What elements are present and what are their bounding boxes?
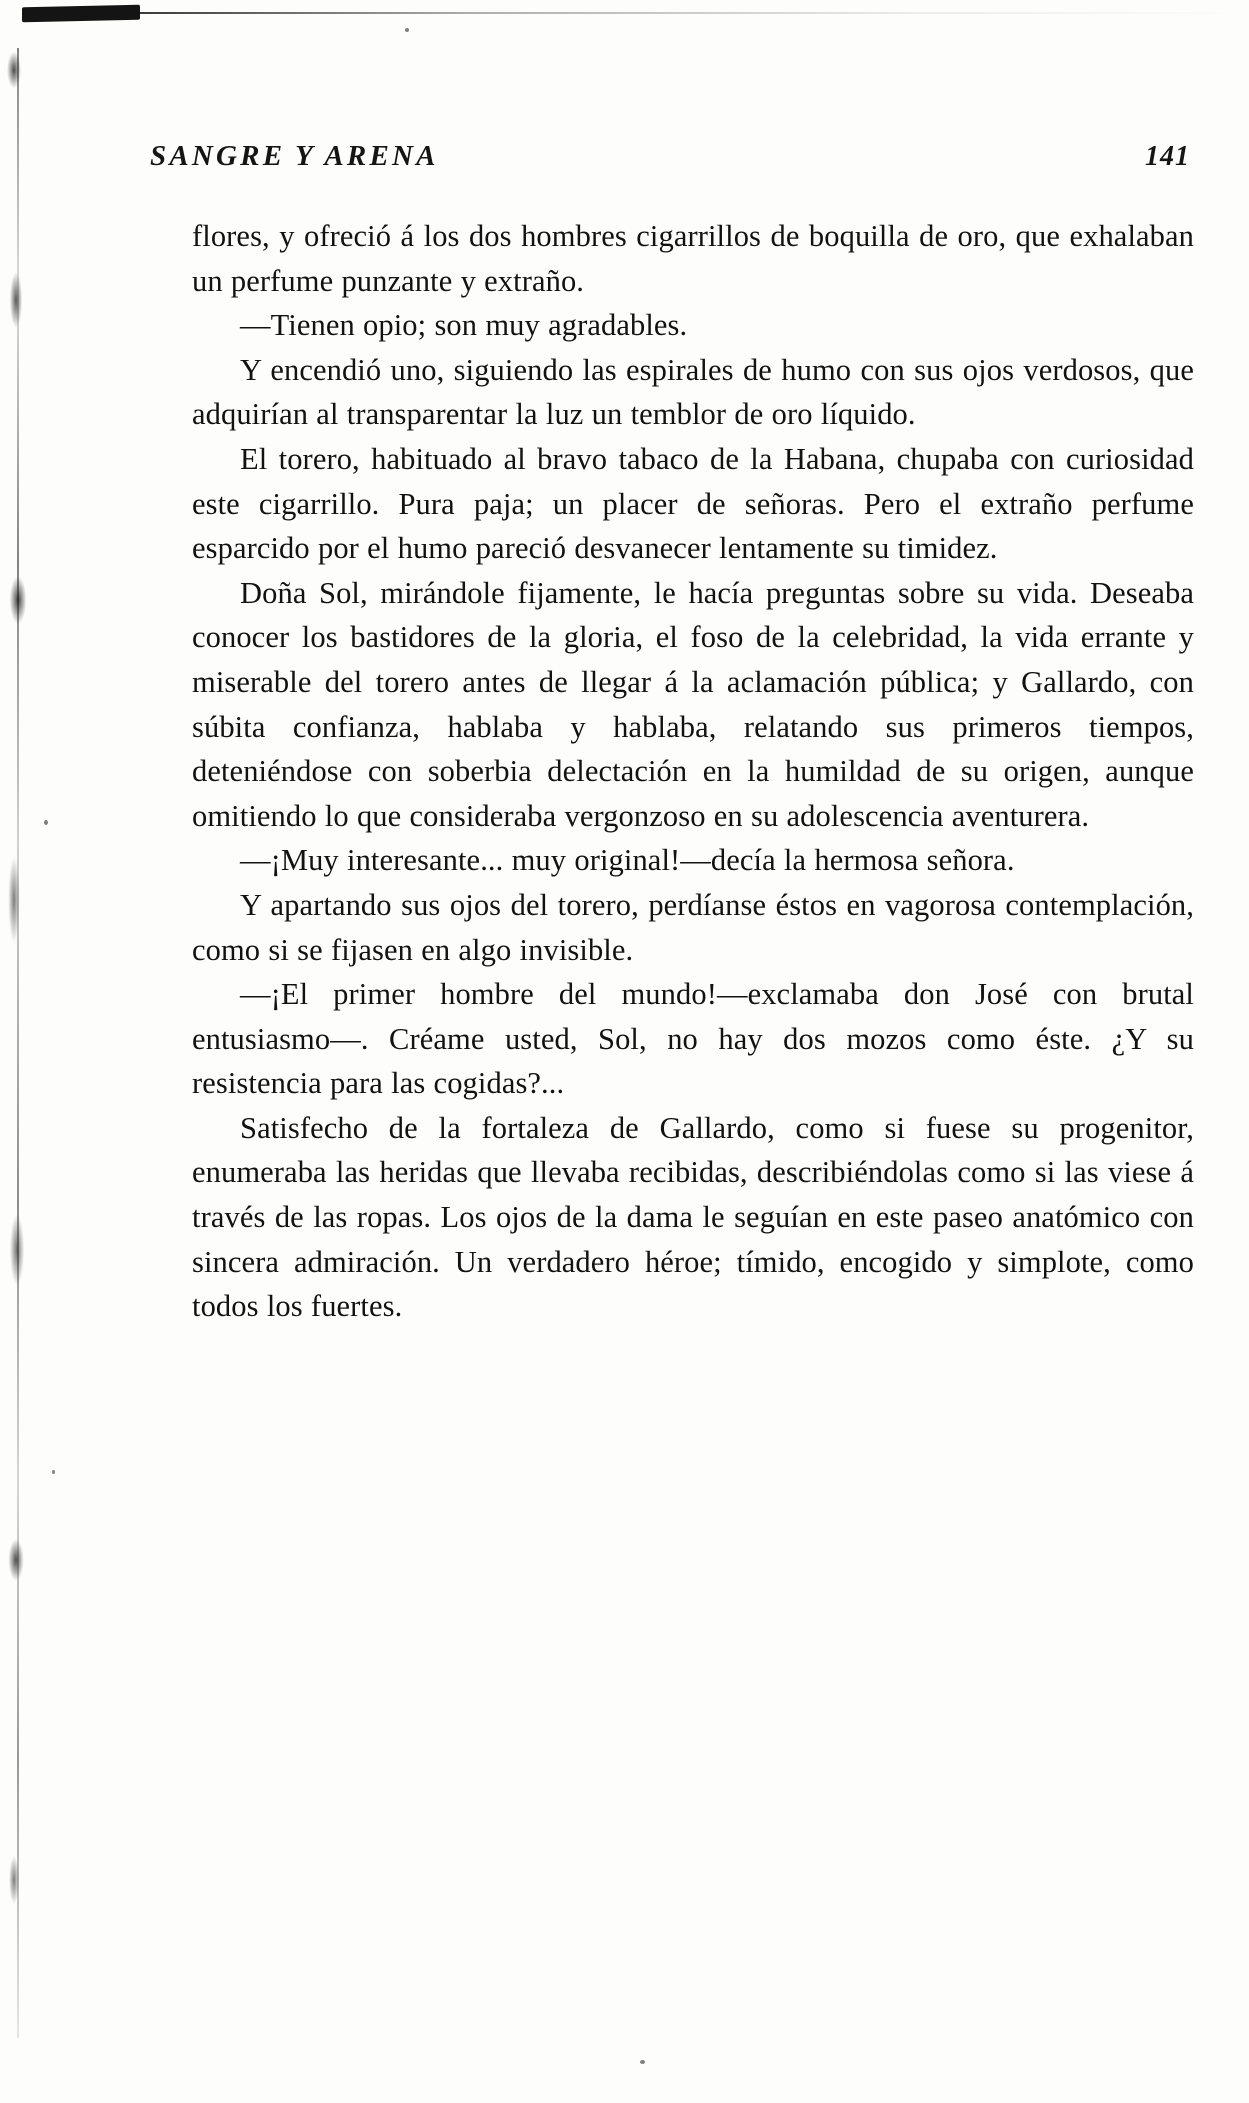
paragraph: Y apartando sus ojos del torero, perdíanse éstos en vagorosa contemplación, como si se fijasen en algo invisible.	[192, 887, 1194, 967]
paragraph: El torero, habituado al bravo tabaco de la Habana, chupaba con curiosidad este cigarrillo. Pura paja; un placer de señoras. Pero el extraño perfume esparcido por el humo pareció desvanecer lentamente su timidez.	[192, 441, 1194, 566]
paragraph: —¡El primer hombre del mundo!—exclamaba don José con brutal entusiasmo—. Créame usted, Sol, no hay dos mozos como éste. ¿Y su resistencia para las cogidas?...	[192, 977, 1194, 1101]
paragraph: flores, y ofreció á los dos hombres cigarrillos de boquilla de oro, que exhalaban un perfume punzante y extraño.	[192, 219, 1194, 298]
paragraph: —¡Muy interesante... muy original!—decía la hermosa señora.	[240, 843, 1015, 878]
paragraph: Doña Sol, mirándole fijamente, le hacía preguntas sobre su vida. Deseaba conocer los bastidores de la gloria, el foso de la celebridad, la vida errante y miserable del torero antes de llegar á la aclamación pública; y Gallardo, con súbita confianza, hablaba y hablaba, relatando sus primeros tiempos, deteniéndose con soberbia delectación en la humildad de su origen, aunque omitiendo lo que consideraba vergonzoso en su adolescencia aventurera.	[192, 575, 1194, 833]
paragraph: Y encendió uno, siguiendo las espirales de humo con sus ojos verdosos, que adquirían al transparentar la luz un temblor de oro líquido.	[192, 352, 1194, 432]
page-body	[192, 214, 1194, 1329]
paragraph: —Tienen opio; son muy agradables.	[240, 308, 688, 343]
running-title: SANGRE Y ARENA	[150, 140, 439, 172]
paragraph: Satisfecho de la fortaleza de Gallardo, como si fuese su progenitor, enumeraba las heridas que llevaba recibidas, describiéndolas como si las viese á través de las ropas. Los ojos de la dama le seguían en este paseo anatómico con sincera admiración. Un verdadero héroe; tímido, encogido y simplote, como todos los fuertes.	[192, 1110, 1194, 1324]
page-header	[150, 140, 1190, 173]
page-number: 141	[1145, 141, 1190, 172]
